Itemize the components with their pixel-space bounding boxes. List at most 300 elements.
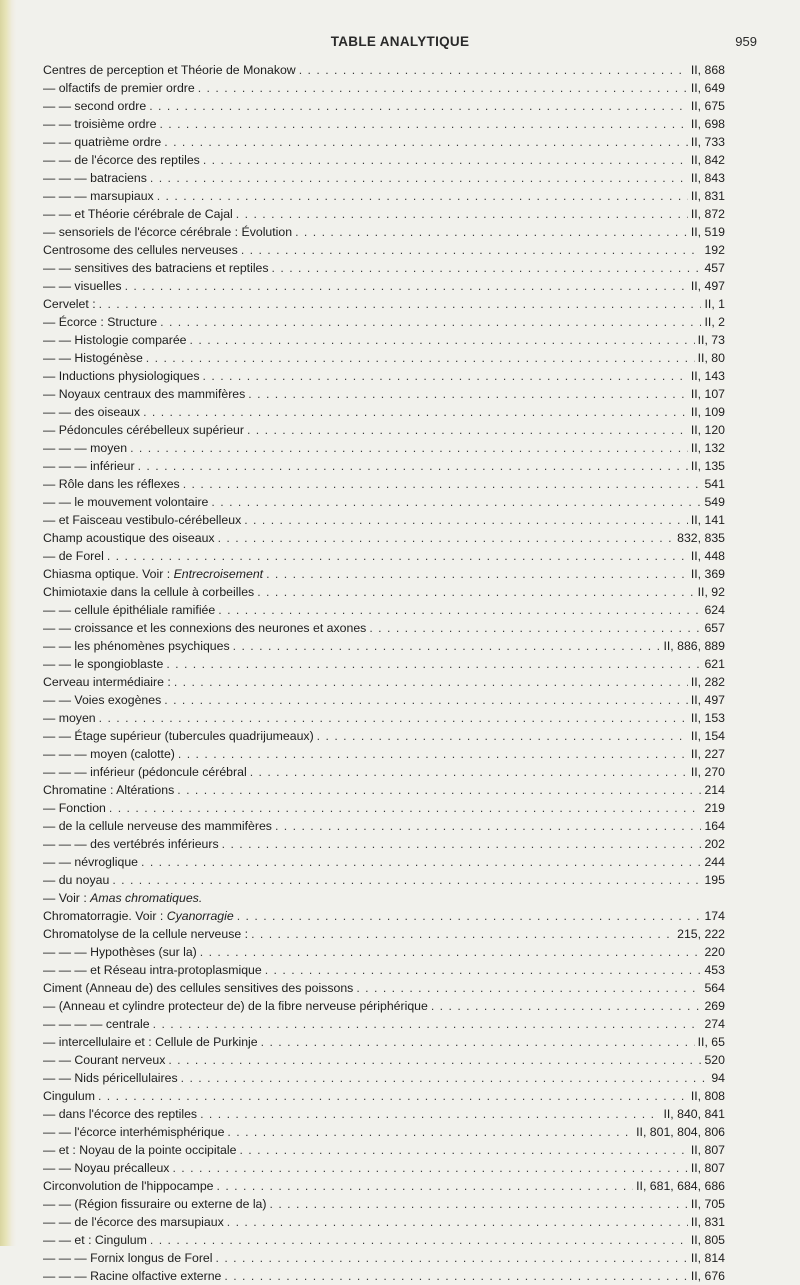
index-entry (43, 547, 725, 565)
dot-leader (217, 1177, 634, 1195)
entry-page-reference: 220 (704, 945, 725, 959)
dot-leader (190, 331, 695, 349)
entry-text (43, 817, 272, 835)
entry-label: — et : Noyau de la pointe occipitale (43, 1143, 237, 1157)
entry-text (43, 889, 202, 907)
entry-label: — Écorce : Structure (43, 315, 158, 329)
entry-label: Cingulum (43, 1089, 95, 1103)
entry-page-reference: II, 143 (690, 369, 725, 383)
entry-label: — intercellulaire et : Cellule de Purkinje (43, 1035, 258, 1049)
dot-leader (130, 439, 688, 457)
entry-page-reference: 215, 222 (677, 927, 725, 941)
index-entry (43, 997, 725, 1015)
dot-leader (227, 1213, 688, 1231)
dot-leader (125, 277, 688, 295)
entry-label: — — le spongioblaste (43, 657, 164, 671)
entry-label: Chimiotaxie dans la cellule à corbeilles (43, 585, 255, 599)
entry-text (43, 1177, 214, 1195)
index-entry (43, 1195, 725, 1213)
dot-leader (431, 997, 702, 1015)
entry-page-reference: 244 (704, 855, 725, 869)
entry-text (43, 61, 296, 79)
dot-leader (224, 1267, 687, 1285)
entry-label: — (Anneau et cylindre protecteur de) de la fibre nerveuse périphérique (43, 999, 428, 1013)
entry-text (43, 619, 366, 637)
entry-text (43, 547, 104, 565)
index-entry (43, 1123, 725, 1141)
entry-text (43, 1087, 95, 1105)
entry-text (43, 637, 230, 655)
index-entry (43, 133, 725, 151)
entry-label: Chromatorragie. Voir : (43, 909, 167, 923)
entry-text (43, 997, 428, 1015)
dot-leader (295, 223, 688, 241)
index-entry (43, 655, 725, 673)
entry-page-reference: 195 (704, 873, 725, 887)
index-entry (43, 601, 725, 619)
entry-label: — — — moyen (43, 441, 128, 455)
entry-page-reference: II, 886, 889 (663, 639, 725, 653)
entry-page-reference: II, 448 (690, 549, 725, 563)
dot-leader (270, 1195, 688, 1213)
entry-page-reference: II, 227 (690, 747, 725, 761)
entry-cross-reference: Entrecroisement (173, 567, 264, 581)
dot-leader (138, 457, 688, 475)
entry-label: Centres de perception et Théorie de Monakow (43, 63, 296, 77)
index-entry (43, 799, 725, 817)
entry-text (43, 187, 154, 205)
index-entry (43, 493, 725, 511)
entry-page-reference: 549 (704, 495, 725, 509)
index-entry (43, 385, 725, 403)
index-entry (43, 421, 725, 439)
entry-label: — Fonction (43, 801, 106, 815)
index-entry (43, 367, 725, 385)
dot-leader (200, 1105, 660, 1123)
dot-leader (112, 871, 701, 889)
entry-label: — — sensitives des batraciens et reptiles (43, 261, 269, 275)
entry-text (43, 385, 245, 403)
entry-text (43, 493, 208, 511)
entry-page-reference: II, 805 (690, 1233, 725, 1247)
entry-page-reference: II, 120 (690, 423, 725, 437)
index-entry (43, 205, 725, 223)
entry-text (43, 151, 200, 169)
dot-leader (172, 1159, 687, 1177)
entry-text (43, 691, 161, 709)
entry-text (43, 745, 175, 763)
entry-text (43, 259, 269, 277)
entry-text (43, 727, 314, 745)
entry-page-reference: II, 282 (690, 675, 725, 689)
entry-page-reference: II, 92 (697, 585, 725, 599)
index-entries (43, 61, 725, 1285)
dot-leader (150, 169, 688, 187)
entry-page-reference: II, 801, 804, 806 (636, 1125, 725, 1139)
index-entry (43, 709, 725, 727)
entry-page-reference: 219 (704, 801, 725, 815)
index-entry (43, 1087, 725, 1105)
index-entry (43, 151, 725, 169)
index-entry (43, 1069, 725, 1087)
dot-leader (250, 763, 688, 781)
entry-label: Chiasma optique. Voir : (43, 567, 174, 581)
entry-label: — — (Région fissuraire ou externe de la) (43, 1197, 267, 1211)
index-entry (43, 1105, 725, 1123)
dot-leader (227, 1123, 633, 1141)
entry-label: — — de l'écorce des marsupiaux (43, 1215, 224, 1229)
entry-page-reference: II, 135 (690, 459, 725, 473)
entry-text (43, 277, 122, 295)
entry-page-reference: 202 (704, 837, 725, 851)
entry-text (43, 313, 157, 331)
entry-label: — Noyaux centraux des mammifères (43, 387, 246, 401)
dot-leader (198, 79, 688, 97)
index-entry (43, 1267, 725, 1285)
dot-leader (237, 907, 702, 925)
dot-leader (275, 817, 702, 835)
index-entry (43, 907, 725, 925)
entry-page-reference: 457 (704, 261, 725, 275)
page-edge-shadow (0, 0, 16, 1246)
entry-text (43, 655, 163, 673)
entry-text (43, 97, 146, 115)
index-entry (43, 691, 725, 709)
index-entry (43, 187, 725, 205)
entry-text (43, 1015, 150, 1033)
entry-label: — — quatrième ordre (43, 135, 162, 149)
entry-page-reference: II, 1 (704, 297, 725, 311)
entry-text (43, 511, 241, 529)
page-title: TABLE ANALYTIQUE (330, 34, 470, 49)
index-entry (43, 1213, 725, 1231)
entry-label: — — — Hypothèses (sur la) (43, 945, 197, 959)
index-entry (43, 295, 725, 313)
dot-leader (200, 943, 702, 961)
entry-page-reference: II, 733 (690, 135, 725, 149)
dot-leader (183, 475, 702, 493)
entry-page-reference: 624 (704, 603, 725, 617)
entry-label: Ciment (Anneau de) des cellules sensitives des poissons (43, 981, 354, 995)
entry-label: — — — des vertébrés inférieurs (43, 837, 219, 851)
entry-page-reference: II, 842 (690, 153, 725, 167)
entry-text (43, 979, 353, 997)
entry-text (43, 241, 238, 259)
dot-leader (174, 673, 688, 691)
entry-label: — olfactifs de premier ordre (43, 81, 195, 95)
index-entry (43, 745, 725, 763)
entry-text (43, 295, 96, 313)
entry-text (43, 529, 215, 547)
dot-leader (177, 781, 701, 799)
entry-text (43, 583, 254, 601)
dot-leader (203, 151, 688, 169)
entry-text (43, 367, 200, 385)
dot-leader (159, 115, 687, 133)
entry-page-reference: II, 814 (690, 1251, 725, 1265)
dot-leader (218, 601, 701, 619)
entry-text (43, 1069, 178, 1087)
entry-label: — — et Théorie cérébrale de Cajal (43, 207, 233, 221)
entry-label: — — — inférieur (43, 459, 135, 473)
entry-text (43, 169, 147, 187)
index-entry (43, 61, 725, 79)
entry-label: — Pédoncules cérébelleux supérieur (43, 423, 244, 437)
entry-page-reference: II, 831 (690, 189, 725, 203)
dot-leader (218, 529, 675, 547)
index-entry (43, 1141, 725, 1159)
entry-label: — — croissance et les connexions des neurones et axones (43, 621, 367, 635)
index-entry (43, 169, 725, 187)
index-entry (43, 763, 725, 781)
entry-page-reference: 453 (704, 963, 725, 977)
entry-label: — — des oiseaux (43, 405, 141, 419)
entry-text (43, 1249, 213, 1267)
index-entry (43, 223, 725, 241)
entry-page-reference: II, 519 (690, 225, 725, 239)
entry-text (43, 781, 174, 799)
entry-label: — Rôle dans les réflexes (43, 477, 180, 491)
entry-text (43, 457, 135, 475)
dot-leader (222, 835, 702, 853)
entry-label: — — névroglique (43, 855, 139, 869)
entry-label: — — de l'écorce des reptiles (43, 153, 200, 167)
index-entry (43, 349, 725, 367)
entry-text (43, 943, 197, 961)
entry-label: — — Étage supérieur (tubercules quadrijumeaux) (43, 729, 314, 743)
entry-text (43, 1195, 267, 1213)
entry-page-reference: II, 705 (690, 1197, 725, 1211)
dot-leader (244, 511, 688, 529)
index-entry (43, 583, 725, 601)
entry-page-reference: II, 868 (690, 63, 725, 77)
index-entry (43, 475, 725, 493)
index-entry (43, 925, 725, 943)
entry-page-reference: II, 807 (690, 1161, 725, 1175)
entry-page-reference: II, 73 (697, 333, 725, 347)
page-number: 959 (735, 34, 757, 49)
entry-label: — — cellule épithéliale ramifiée (43, 603, 216, 617)
entry-label: — Inductions physiologiques (43, 369, 200, 383)
entry-label: Circonvolution de l'hippocampe (43, 1179, 214, 1193)
entry-text (43, 853, 138, 871)
entry-page-reference: II, 807 (690, 1143, 725, 1157)
entry-label: — — Courant nerveux (43, 1053, 166, 1067)
index-entry (43, 1177, 725, 1195)
index-entry (43, 1033, 725, 1051)
dot-leader (160, 313, 701, 331)
index-entry (43, 529, 725, 547)
entry-text (43, 475, 180, 493)
entry-text (43, 673, 171, 691)
entry-text (43, 871, 109, 889)
entry-page-reference: 192 (704, 243, 725, 257)
entry-label: — Voir : (43, 891, 91, 905)
dot-leader (272, 259, 702, 277)
entry-label: — — Voies exogènes (43, 693, 162, 707)
dot-leader (99, 709, 688, 727)
entry-text (43, 1213, 224, 1231)
entry-page-reference: 621 (704, 657, 725, 671)
index-entry (43, 979, 725, 997)
dot-leader (251, 925, 674, 943)
entry-label: — — Noyau précalleux (43, 1161, 170, 1175)
entry-text (43, 1123, 224, 1141)
entry-label: — — — — centrale (43, 1017, 150, 1031)
entry-text (43, 403, 140, 421)
entry-page-reference: II, 369 (690, 567, 725, 581)
index-entry (43, 817, 725, 835)
entry-text (43, 1141, 236, 1159)
entry-label: Cervelet : (43, 297, 96, 311)
entry-label: — — — Fornix longus de Forel (43, 1251, 213, 1265)
dot-leader (146, 349, 695, 367)
entry-text (43, 1231, 147, 1249)
dot-leader (143, 403, 688, 421)
entry-text (43, 835, 219, 853)
dot-leader (203, 367, 688, 385)
entry-text (43, 709, 96, 727)
entry-page-reference: 541 (704, 477, 725, 491)
index-entry (43, 277, 725, 295)
entry-label: Chromatolyse de la cellule nerveuse : (43, 927, 249, 941)
entry-page-reference: II, 270 (690, 765, 725, 779)
dot-leader (157, 187, 688, 205)
dot-leader (153, 1015, 702, 1033)
entry-page-reference: II, 141 (690, 513, 725, 527)
entry-page-reference: 564 (704, 981, 725, 995)
entry-page-reference: 520 (704, 1053, 725, 1067)
entry-label: — moyen (43, 711, 96, 725)
dot-leader (233, 637, 661, 655)
entry-label: Champ acoustique des oiseaux (43, 531, 215, 545)
entry-text (43, 1267, 221, 1285)
entry-label: — sensoriels de l'écorce cérébrale : Évolution (43, 225, 293, 239)
index-entry (43, 511, 725, 529)
page-header (0, 34, 800, 54)
entry-page-reference: 94 (711, 1071, 725, 1085)
entry-text (43, 565, 263, 583)
entry-page-reference: 214 (704, 783, 725, 797)
dot-leader (149, 97, 688, 115)
entry-page-reference: II, 843 (690, 171, 725, 185)
entry-cross-reference: Cyanorragie (166, 909, 234, 923)
entry-label: Chromatine : Altérations (43, 783, 175, 797)
dot-leader (369, 619, 701, 637)
index-entry (43, 835, 725, 853)
dot-leader (164, 691, 688, 709)
index-entry (43, 1249, 725, 1267)
entry-page-reference: II, 675 (690, 99, 725, 113)
entry-label: — — visuelles (43, 279, 122, 293)
entry-text (43, 349, 143, 367)
dot-leader (265, 961, 702, 979)
index-entry (43, 1231, 725, 1249)
dot-leader (261, 1033, 695, 1051)
dot-leader (257, 583, 694, 601)
entry-page-reference: 832, 835 (677, 531, 725, 545)
entry-page-reference: II, 681, 684, 686 (636, 1179, 725, 1193)
entry-text (43, 763, 247, 781)
dot-leader (299, 61, 688, 79)
entry-page-reference: II, 2 (704, 315, 725, 329)
dot-leader (164, 133, 688, 151)
entry-page-reference: II, 109 (690, 405, 725, 419)
index-entry (43, 871, 725, 889)
index-entry (43, 457, 725, 475)
entry-label: — — Histologie comparée (43, 333, 187, 347)
index-entry (43, 673, 725, 691)
index-entry (43, 943, 725, 961)
entry-text (43, 439, 127, 457)
entry-page-reference: II, 649 (690, 81, 725, 95)
entry-text (43, 907, 234, 925)
index-entry (43, 565, 725, 583)
dot-leader (141, 853, 701, 871)
index-entry (43, 97, 725, 115)
index-entry (43, 619, 725, 637)
dot-leader (266, 565, 688, 583)
dot-leader (107, 547, 688, 565)
index-entry (43, 727, 725, 745)
entry-text (43, 961, 262, 979)
entry-label: — de la cellule nerveuse des mammifères (43, 819, 272, 833)
dot-leader (178, 745, 688, 763)
index-entry (43, 1015, 725, 1033)
dot-leader (356, 979, 701, 997)
entry-page-reference: II, 107 (690, 387, 725, 401)
entry-text (43, 925, 248, 943)
entry-cross-reference: Amas chromatiques. (90, 891, 203, 905)
entry-label: — — — inférieur (pédoncule cérébral (43, 765, 247, 779)
entry-page-reference: II, 132 (690, 441, 725, 455)
index-entry (43, 853, 725, 871)
dot-leader (181, 1069, 709, 1087)
entry-text (43, 205, 233, 223)
entry-text (43, 601, 215, 619)
entry-text (43, 421, 244, 439)
entry-label: — — — Racine olfactive externe (43, 1269, 222, 1283)
entry-label: — — — et Réseau intra-protoplasmique (43, 963, 262, 977)
entry-page-reference: 164 (704, 819, 725, 833)
index-entry (43, 637, 725, 655)
entry-text (43, 799, 106, 817)
entry-text (43, 133, 161, 151)
index-entry (43, 889, 725, 907)
dot-leader (317, 727, 688, 745)
dot-leader (248, 385, 688, 403)
dot-leader (99, 295, 702, 313)
dot-leader (241, 241, 702, 259)
entry-page-reference: II, 80 (697, 351, 725, 365)
entry-text (43, 331, 187, 349)
entry-page-reference: II, 676 (690, 1269, 725, 1283)
entry-label: — — — moyen (calotte) (43, 747, 175, 761)
index-entry (43, 1159, 725, 1177)
entry-label: — — et : Cingulum (43, 1233, 147, 1247)
index-entry (43, 259, 725, 277)
entry-page-reference: 174 (704, 909, 725, 923)
dot-leader (98, 1087, 688, 1105)
index-entry (43, 1051, 725, 1069)
entry-text (43, 79, 195, 97)
index-entry (43, 313, 725, 331)
entry-label: — dans l'écorce des reptiles (43, 1107, 198, 1121)
dot-leader (239, 1141, 687, 1159)
entry-text (43, 1105, 197, 1123)
entry-page-reference: II, 65 (697, 1035, 725, 1049)
entry-text (43, 1033, 258, 1051)
